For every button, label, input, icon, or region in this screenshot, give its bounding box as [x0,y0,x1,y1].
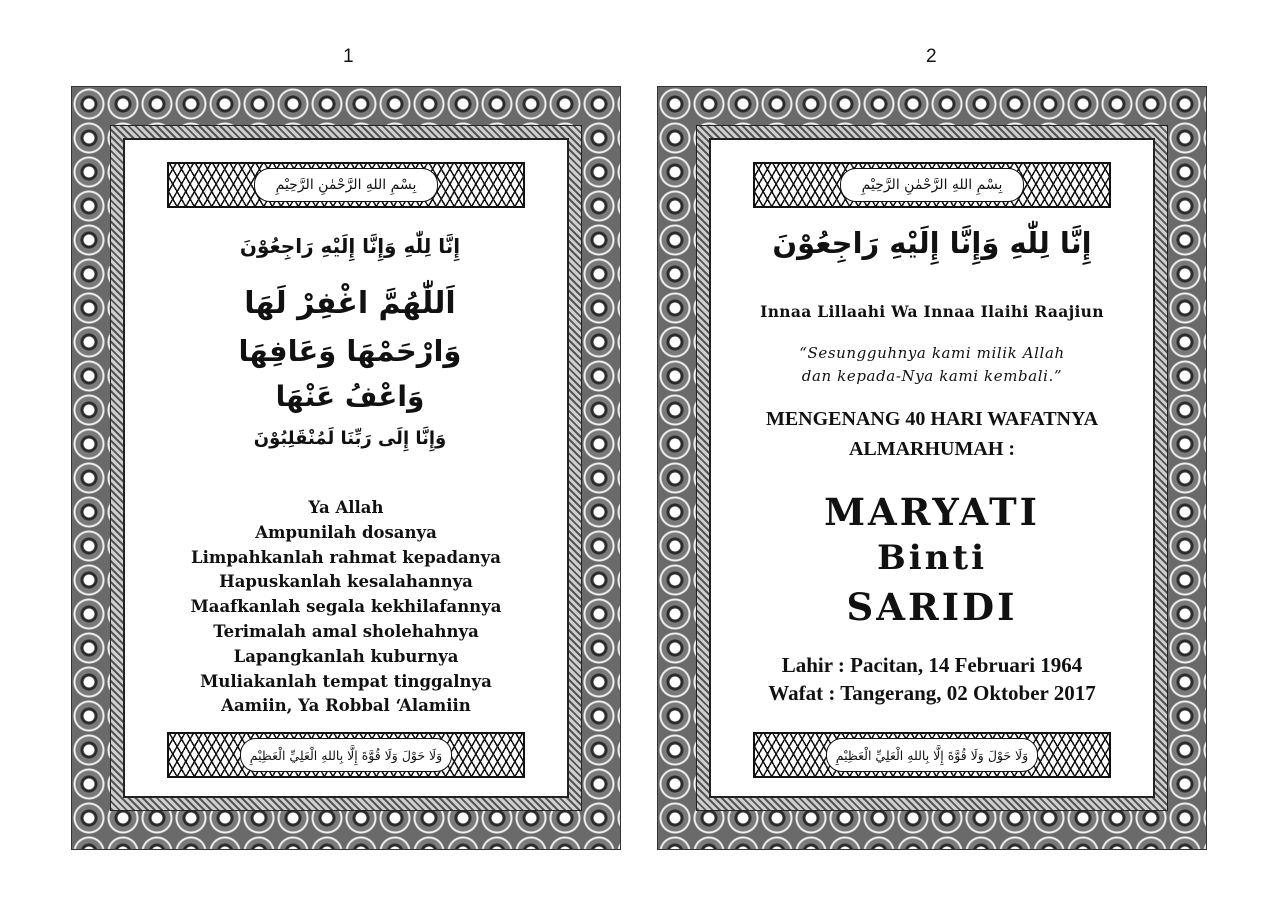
prayer-line: Lapangkanlah kuburnya [233,646,459,666]
prayer-line: Hapuskanlah kesalahannya [219,572,473,592]
hauqalah-ornament-band [753,732,1111,778]
hauqalah-ornament-band [167,732,525,778]
birth-info: Lahir : Pacitan, 14 Februari 1964 [781,653,1083,677]
deceased-father-name: SARIDI [846,585,1018,629]
calligraphy-line: اَللّٰهُمَّ اغْفِرْ لَهَا [244,286,456,321]
bismillah-text: بِسْمِ اللهِ الرَّحْمٰنِ الرَّحِيْمِ [254,168,438,202]
deceased-name: MARYATI [824,490,1040,534]
calligraphy-line: وَاعْفُ عَنْهَا [275,380,425,413]
prayer-line: Muliakanlah tempat tinggalnya [200,671,492,691]
deceased-binti: Binti [877,538,987,578]
page-number-1: 1 [343,46,354,67]
bismillah-ornament-band [753,162,1111,208]
prayer-line: Maafkanlah segala kekhilafannya [190,597,502,617]
istirja-latin: Innaa Lillaahi Wa Innaa Ilaihi Raajiun [760,302,1104,321]
death-info: Wafat : Tangerang, 02 Oktober 2017 [768,681,1096,705]
hauqalah-text: وَلَا حَوْلَ وَلَا قُوَّةَ إِلَّا بِاللهِ الْعَلِيِّ الْعَظِيْمِ [240,738,452,772]
calligraphy-line: وَارْحَمْهَا وَعَافِهَا [238,334,462,368]
bismillah-ornament-band [167,162,525,208]
prayer-line: Ya Allah [308,498,384,517]
memorial-line-1: MENGENANG 40 HARI WAFATNYA [765,408,1099,430]
page-1-panel [123,138,569,798]
prayer-line: Aamiin, Ya Robbal ‘Alamiin [221,696,471,716]
prayer-line: Limpahkanlah rahmat kepadanya [191,547,501,567]
prayer-line: Ampunilah dosanya [255,522,437,542]
translation-line-1: “Sesungguhnya kami milik Allah [799,344,1065,362]
calligraphy-emblem [235,230,465,460]
page-number-2: 2 [926,46,937,67]
prayer-line: Terimalah amal sholehahnya [213,621,479,641]
translation-line-2: dan kepada-Nya kami kembali.” [801,367,1063,385]
bismillah-text: بِسْمِ اللهِ الرَّحْمٰنِ الرَّحِيْمِ [840,168,1024,202]
calligraphy-line: وَإِنَّا إِلَى رَبِّنَا لَمُنْقَلِبُوْنَ [253,428,447,449]
prayer-text [125,496,567,719]
page-2-panel [709,138,1155,798]
memorial-line-2: ALMARHUMAH : [848,438,1016,460]
istirja-arabic: إِنَّا لِلّٰهِ وَإِنَّا إِلَيْهِ رَاجِعُوْنَ [772,226,1092,260]
hauqalah-text: وَلَا حَوْلَ وَلَا قُوَّةَ إِلَّا بِاللهِ الْعَلِيِّ الْعَظِيْمِ [826,738,1038,772]
page-2-frame [657,86,1207,850]
calligraphy-line: إِنَّا لِلّٰهِ وَإِنَّا إِلَيْهِ رَاجِعُوْنَ [239,234,461,258]
page-1-frame [71,86,621,850]
